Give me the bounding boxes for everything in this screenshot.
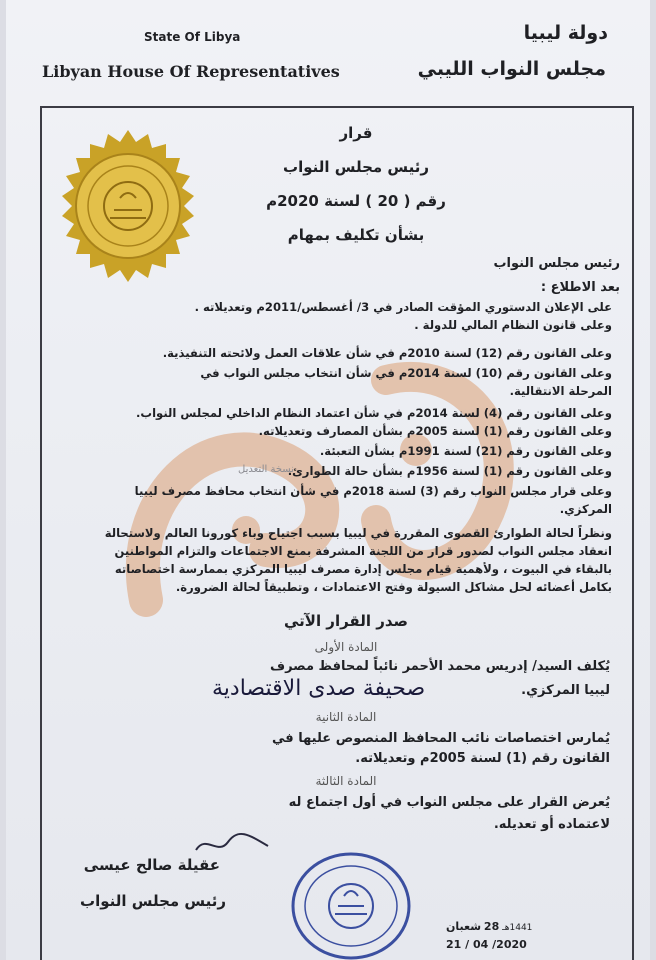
preamble-line: وعلى قانون النظام المالي للدولة . bbox=[414, 318, 612, 332]
document-page bbox=[6, 0, 650, 960]
newspaper-watermark: صحيفة صدى الاقتصادية bbox=[212, 676, 426, 701]
decision-number: رقم ( 20 ) لسنة 2020م bbox=[266, 192, 446, 210]
header-state-ar: دولة ليبيا bbox=[523, 22, 608, 44]
signatory-name: عقيلة صالح عيسى bbox=[83, 856, 220, 874]
preamble-line: بالبقاء في البيوت ، ولأهمية قيام مجلس إدارة مصرف ليبيا المركزي بممارسة اختصاصاته bbox=[114, 562, 612, 576]
faint-watermark-text: نسخة التعديل bbox=[238, 464, 294, 475]
preamble-line: وعلى القانون رقم (12) لسنة 2010م في شأن علاقات العمل ولائحته التنفيذية. bbox=[162, 346, 612, 360]
preamble-line: وعلى القانون رقم (1) لسنة 2005م بشأن المصارف وتعديلاته. bbox=[258, 424, 612, 438]
hijri-day: 28 bbox=[483, 920, 500, 933]
signatory-title: رئيس مجلس النواب bbox=[80, 892, 226, 910]
hijri-year: 1441هـ bbox=[502, 923, 533, 933]
decision-label: قرار bbox=[339, 124, 373, 142]
article-line: ليبيا المركزي. bbox=[521, 683, 610, 698]
article-line: يُكلف السيد/ إدريس محمد الأحمر نائباً لمحافظ مصرف bbox=[269, 659, 610, 674]
hijri-date bbox=[446, 920, 532, 933]
preamble-line: وعلى القانون رقم (10) لسنة 2014م في شأن انتخاب مجلس النواب في bbox=[200, 366, 612, 380]
issued-heading: صدر القرار الآتي bbox=[283, 612, 409, 630]
header-state-en: State Of Libya bbox=[144, 30, 241, 44]
gregorian-value: 2020/ 04 / 21 bbox=[446, 938, 527, 951]
header-house-en: Libyan House Of Representatives bbox=[42, 62, 340, 81]
preamble-line: على الإعلان الدستوري المؤقت الصادر في 3/ أغسطس/2011م وتعديلاته . bbox=[194, 300, 612, 314]
article-line: يُعرض القرار على مجلس النواب في أول اجتماع له bbox=[288, 795, 610, 810]
article-line: لاعتماده أو تعديله. bbox=[493, 817, 610, 832]
preamble-line: ونظراً لحالة الطوارئ القصوى المقررة في ليبيا بسبب اجتياح وباء كورونا العالم ولاستحالة bbox=[104, 526, 612, 540]
preamble-line: وعلى القانون رقم (4) لسنة 2014م في شأن اعتماد النظام الداخلي لمجلس النواب. bbox=[136, 406, 612, 420]
article-heading: المادة الثانية bbox=[315, 710, 377, 724]
preamble-line: وعلى القانون رقم (21) لسنة 1991م بشأن التعبئة. bbox=[319, 444, 612, 458]
article-heading: المادة الأولى bbox=[314, 640, 378, 654]
preamble-issuer: رئيس مجلس النواب bbox=[493, 256, 620, 271]
preamble-line: المرحلة الانتقالية. bbox=[509, 384, 612, 398]
article-line: يُمارس اختصاصات نائب المحافظ المنصوص عليها في bbox=[272, 731, 610, 746]
preamble-line: انعقاد مجلس النواب لصدور قرار من اللجنة المشرفة بمنع الاجتماعات والتزام المواطنين bbox=[114, 544, 612, 558]
preamble-line: وعلى القانون رقم (1) لسنة 1956م بشأن حالة الطوارئ. bbox=[287, 464, 612, 478]
official-round-stamp-icon bbox=[288, 848, 414, 960]
preamble-line: وعلى قرار مجلس النواب رقم (3) لسنة 2018م في شأن انتخاب محافظ مصرف ليبيا bbox=[134, 484, 612, 498]
decision-issuer: رئيس مجلس النواب bbox=[283, 158, 429, 176]
article-line: القانون رقم (1) لسنة 2005م وتعديلاته. bbox=[355, 751, 610, 766]
gregorian-date bbox=[446, 938, 527, 951]
decision-subject: بشأن تكليف بمهام bbox=[287, 226, 425, 244]
article-heading: المادة الثالثة bbox=[315, 774, 377, 788]
header-house-ar: مجلس النواب الليبي bbox=[417, 58, 606, 80]
after-review-label: بعد الاطلاع : bbox=[540, 280, 620, 295]
preamble-line: المركزي. bbox=[559, 502, 612, 516]
preamble-line: بكامل أعضائه لحل مشاكل السيولة وفتح الاعتمادات ، وتطبيقاً لحالة الضرورة. bbox=[175, 580, 612, 594]
gold-seal-icon bbox=[58, 128, 198, 296]
hijri-month: شعبان bbox=[446, 920, 482, 933]
